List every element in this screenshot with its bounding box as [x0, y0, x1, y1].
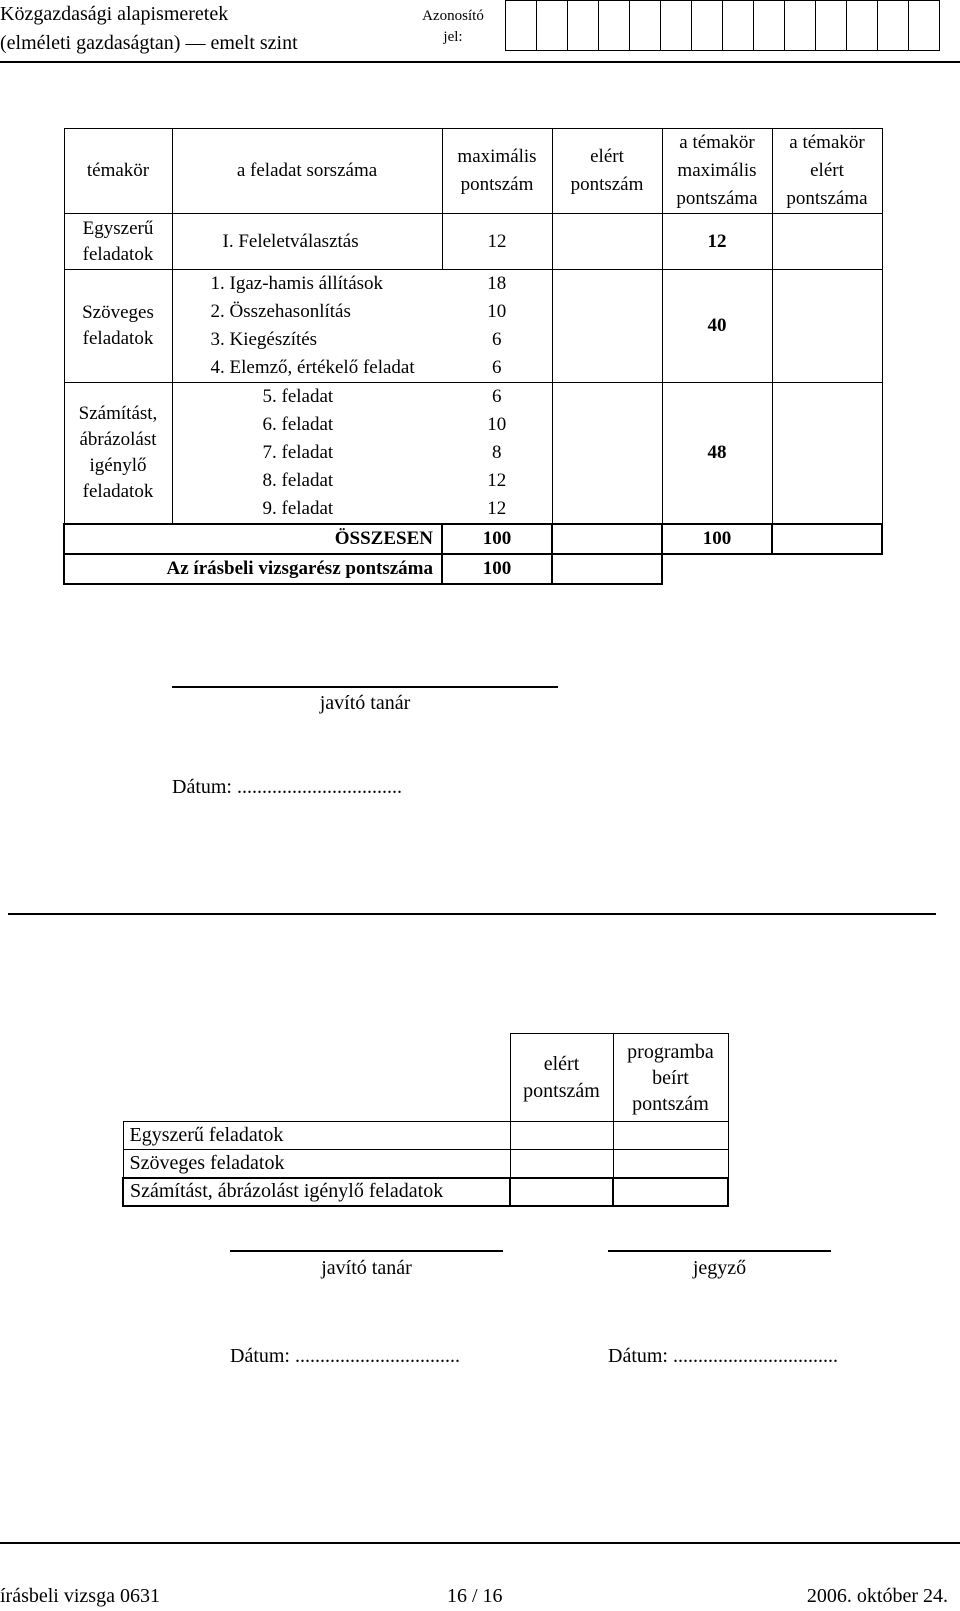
task-max: 6: [492, 329, 502, 350]
summary-header-line: pontszám: [632, 1092, 709, 1115]
summary-header-row: [123, 1034, 728, 1122]
task-max: 6: [492, 386, 502, 407]
task-achieved-cell[interactable]: [552, 467, 662, 495]
id-box[interactable]: [630, 0, 661, 51]
summary-achieved-cell[interactable]: [510, 1150, 613, 1178]
id-box[interactable]: [599, 0, 630, 51]
header-topic-got-line2: elért: [810, 160, 844, 181]
task-label: 3. Kiegészítés: [172, 326, 442, 354]
id-box[interactable]: [909, 0, 940, 51]
task-achieved-cell[interactable]: [552, 270, 662, 299]
exam-title: [0, 0, 298, 58]
task-max: 6: [442, 354, 552, 383]
id-code-boxes: [505, 0, 940, 51]
summary-header-line: beírt: [652, 1066, 689, 1089]
header-topic: témakör: [64, 129, 172, 214]
task-achieved-cell[interactable]: [552, 495, 662, 524]
grader-signature-line[interactable]: [230, 1250, 503, 1252]
footer-rule: [0, 1542, 960, 1544]
topic-line: feladatok: [82, 328, 154, 349]
header-max-points: [442, 129, 552, 214]
header-topic-got-line1: a témakör: [789, 132, 865, 153]
id-box[interactable]: [661, 0, 692, 51]
empty-cell: [123, 1034, 510, 1122]
topic-max: 12: [662, 214, 772, 270]
id-box[interactable]: [506, 0, 537, 51]
total-row: [64, 524, 882, 554]
topic-line: feladatok: [82, 481, 154, 502]
footer-date: 2006. október 24.: [806, 1585, 948, 1607]
task-achieved-cell[interactable]: [552, 439, 662, 467]
summary-entered-cell[interactable]: [613, 1178, 728, 1206]
grader-caption: javító tanár: [321, 1257, 412, 1279]
notary-caption: jegyző: [692, 1257, 747, 1279]
task-label: I. Feleletválasztás: [172, 214, 442, 270]
topic-line: Egyszerű: [82, 217, 154, 239]
id-box[interactable]: [754, 0, 785, 51]
exam-title-line1: Közgazdasági alapismeretek: [0, 3, 229, 25]
table-row: [64, 383, 882, 412]
summary-header-line: elért: [543, 1052, 580, 1075]
header-rule: [0, 61, 960, 63]
topic-line: ábrázolást: [79, 429, 157, 450]
task-achieved-cell[interactable]: [552, 214, 662, 270]
header-max-line1: maximális: [457, 146, 537, 167]
id-label: [421, 6, 485, 48]
topic-line: feladatok: [82, 243, 154, 265]
task-achieved-cell[interactable]: [552, 411, 662, 439]
header-topic-max: [662, 129, 772, 214]
footer-page-number: 16 / 16: [447, 1585, 503, 1607]
id-box[interactable]: [692, 0, 723, 51]
header-task-number: a feladat sorszáma: [172, 129, 442, 214]
task-max: 18: [487, 273, 507, 294]
notary-signature-line[interactable]: [608, 1250, 831, 1252]
topic-achieved-cell[interactable]: [772, 214, 882, 270]
table-row: [64, 214, 882, 270]
task-label: 8. feladat: [172, 467, 442, 495]
task-achieved-cell[interactable]: [552, 326, 662, 354]
task-max: 12: [442, 214, 552, 270]
task-label: 7. feladat: [172, 439, 442, 467]
task-label: 6. feladat: [172, 411, 442, 439]
score-table: [63, 128, 883, 585]
topic-text-tasks: [64, 270, 172, 383]
total-max: 100: [442, 524, 552, 554]
header-got-line1: elért: [590, 146, 624, 167]
id-label-line2: jel:: [443, 29, 463, 45]
grader-caption: javító tanár: [319, 692, 411, 714]
task-label: 2. Összehasonlítás: [172, 298, 442, 326]
score-table-header-row: [64, 129, 882, 214]
header-achieved-points: [552, 129, 662, 214]
task-max: 10: [487, 414, 507, 435]
table-row: [123, 1122, 728, 1150]
topic-max: 40: [662, 270, 772, 383]
summary-row-label: Szöveges feladatok: [123, 1150, 510, 1178]
id-box[interactable]: [568, 0, 599, 51]
grader-date-field: Dátum: .................................: [230, 1345, 460, 1367]
task-label: 1. Igaz-hamis állítások: [172, 270, 442, 299]
id-box[interactable]: [723, 0, 754, 51]
task-label: 9. feladat: [172, 495, 442, 524]
footer-exam-code: írásbeli vizsga 0631: [0, 1585, 160, 1607]
summary-header-achieved: [510, 1034, 613, 1122]
summary-header-line: pontszám: [523, 1079, 600, 1102]
total-topic-achieved-cell[interactable]: [772, 524, 882, 554]
task-max: 12: [442, 495, 552, 524]
id-box[interactable]: [847, 0, 878, 51]
summary-entered-cell[interactable]: [613, 1150, 728, 1178]
topic-line: igénylő: [89, 455, 147, 476]
task-max: 12: [487, 470, 507, 491]
header-got-line2: pontszám: [570, 174, 644, 195]
header-topic-achieved: [772, 129, 882, 214]
written-total-achieved-cell[interactable]: [552, 554, 662, 584]
topic-achieved-cell[interactable]: [772, 270, 882, 383]
task-label: 4. Elemző, értékelő feladat: [172, 354, 442, 383]
topic-achieved-cell[interactable]: [772, 383, 882, 525]
topic-max: 48: [662, 383, 772, 525]
summary-table: [122, 1033, 729, 1207]
summary-row-label: Egyszerű feladatok: [123, 1122, 510, 1150]
section-divider: [8, 913, 936, 915]
id-box[interactable]: [785, 0, 816, 51]
empty-cell: [662, 554, 772, 584]
id-box[interactable]: [878, 0, 909, 51]
table-row: [123, 1178, 728, 1206]
topic-calculation-tasks: [64, 383, 172, 525]
topic-line: Számítást,: [78, 403, 158, 424]
task-max: 8: [492, 442, 502, 463]
task-max: 10: [487, 301, 507, 322]
written-total-label: Az írásbeli vizsgarész pontszáma: [64, 554, 442, 584]
table-row: [123, 1150, 728, 1178]
id-label-line1: Azonosító: [422, 8, 484, 24]
total-topic-max: 100: [662, 524, 772, 554]
topic-simple-tasks: [64, 214, 172, 270]
summary-header-entered: [613, 1034, 728, 1122]
task-achieved-cell[interactable]: [552, 383, 662, 412]
id-box[interactable]: [816, 0, 847, 51]
header-max-line2: pontszám: [460, 174, 534, 195]
header-topic-got-line3: pontszáma: [786, 188, 868, 209]
topic-line: Szöveges: [82, 302, 154, 323]
date-field: Dátum: .................................: [172, 776, 402, 798]
task-achieved-cell[interactable]: [552, 298, 662, 326]
written-total-row: [64, 554, 882, 584]
task-achieved-cell[interactable]: [552, 354, 662, 383]
summary-row-label: Számítást, ábrázolást igénylő feladatok: [123, 1178, 510, 1206]
notary-date-field: Dátum: .................................: [608, 1345, 838, 1367]
exam-title-line2: (elméleti gazdaságtan) — emelt szint: [0, 32, 298, 54]
summary-achieved-cell[interactable]: [510, 1178, 613, 1206]
summary-header-line: programba: [627, 1040, 714, 1063]
task-label: 5. feladat: [172, 383, 442, 412]
summary-entered-cell[interactable]: [613, 1122, 728, 1150]
header-topic-max-line1: a témakör: [679, 132, 755, 153]
signature-line[interactable]: [172, 686, 558, 688]
summary-achieved-cell[interactable]: [510, 1122, 613, 1150]
total-label: ÖSSZESEN: [64, 524, 442, 554]
table-row: [64, 270, 882, 299]
empty-cell: [772, 554, 882, 584]
total-achieved-cell[interactable]: [552, 524, 662, 554]
id-box[interactable]: [537, 0, 568, 51]
written-total-max: 100: [442, 554, 552, 584]
header-topic-max-line2: maximális: [677, 160, 757, 181]
header-topic-max-line3: pontszáma: [676, 188, 758, 209]
